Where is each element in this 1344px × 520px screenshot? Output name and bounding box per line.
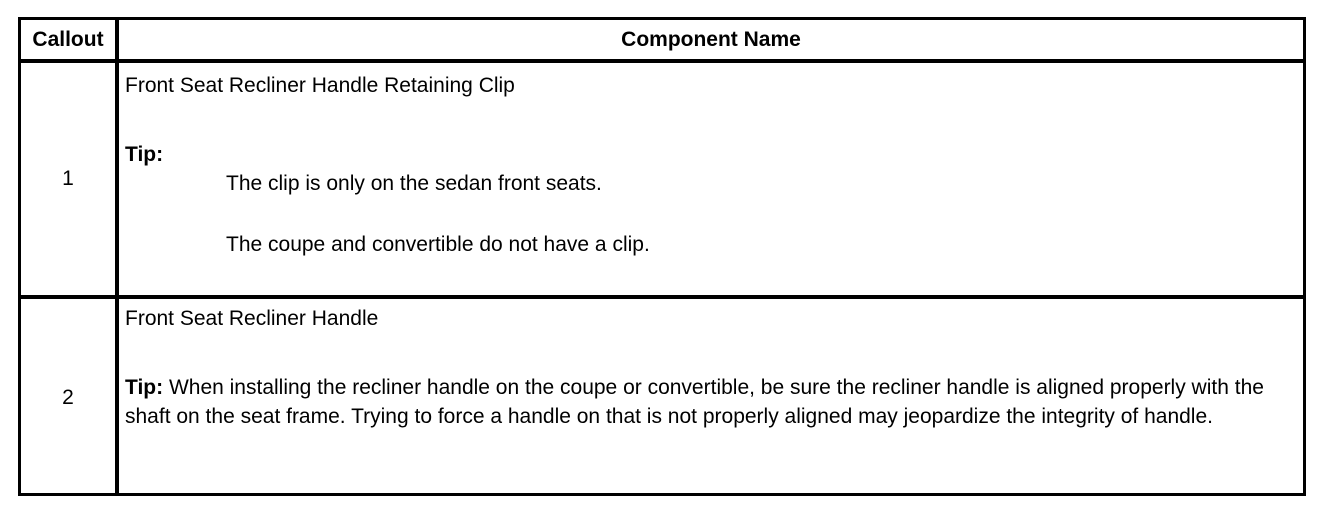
header-callout: Callout: [21, 20, 119, 59]
component-table: [18, 17, 1306, 496]
header-component-name: Component Name: [621, 27, 801, 51]
component-name-cell: [119, 299, 1303, 496]
component-name: Front Seat Recliner Handle: [125, 307, 379, 330]
component-name-cell: [119, 63, 1303, 295]
callout-number: 1: [21, 63, 119, 295]
tip-text: When installing the recliner handle on the coupe or convertible, be sure the recliner handle is aligned properly with the shaft on the seat frame. Trying to force a handle on that is not properly aligned may jeopardize the integrity of handle.: [125, 376, 1264, 428]
tip-line: The coupe and convertible do not have a clip.: [226, 233, 650, 256]
callout-number: 2: [21, 299, 119, 496]
component-name: Front Seat Recliner Handle Retaining Clip: [125, 74, 515, 97]
tip-paragraph: [125, 373, 1293, 431]
table-row: [21, 299, 1303, 496]
tip-line: The clip is only on the sedan front seats.: [226, 172, 602, 195]
tip-label-text: Tip:: [125, 376, 164, 399]
table-header-row: [21, 20, 1303, 63]
table-row: [21, 63, 1303, 299]
tip-label: [125, 140, 163, 169]
tip-label-text: Tip:: [125, 143, 164, 166]
